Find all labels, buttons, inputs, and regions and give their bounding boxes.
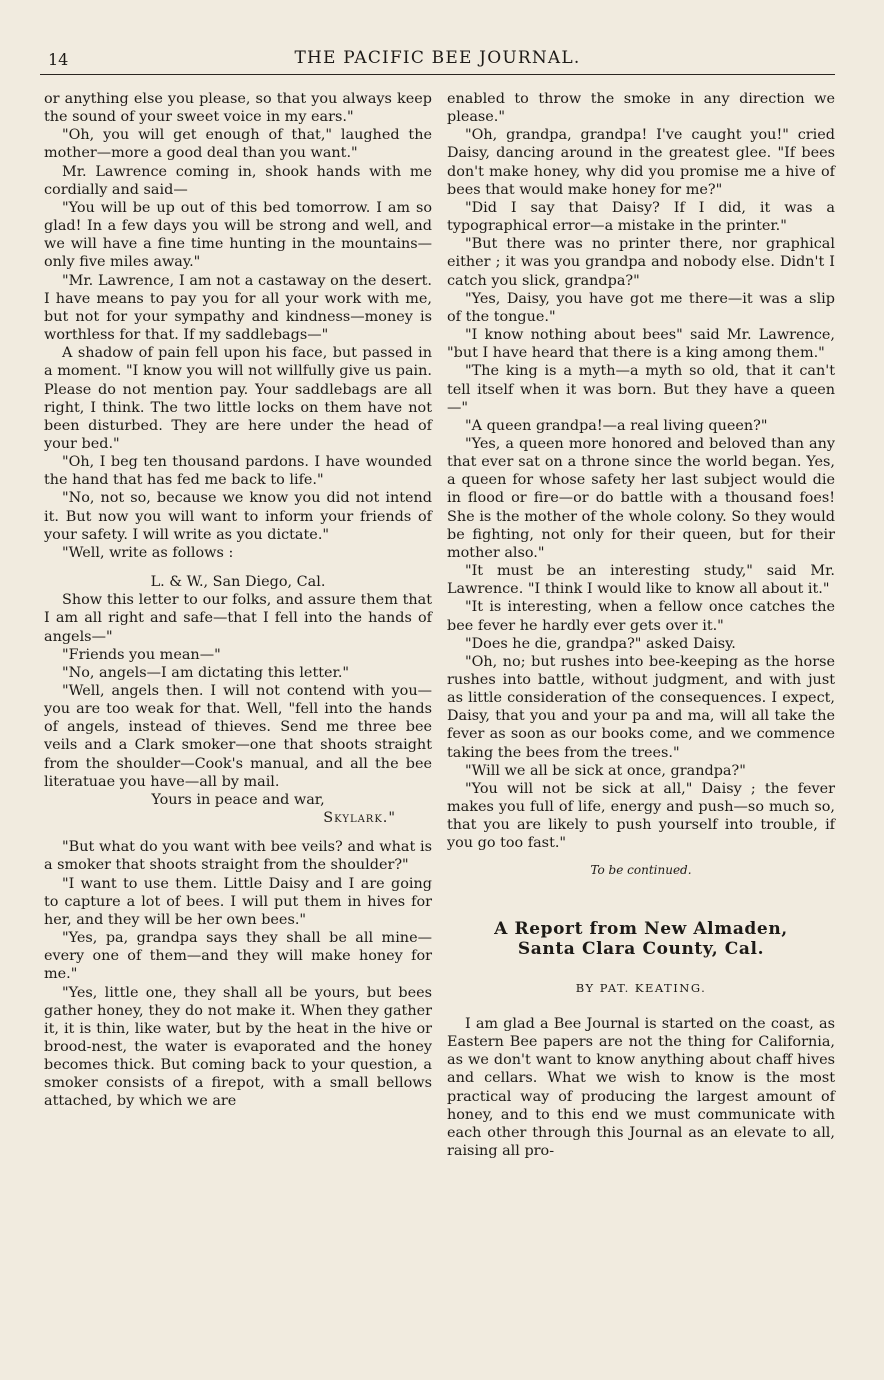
paragraph: "Did I say that Daisy? If I did, it was a typographical error—a mistake in the printer."	[447, 199, 835, 235]
page-header	[40, 44, 835, 75]
paragraph: enabled to throw the smoke in any direction we please."	[447, 91, 835, 126]
paragraph: A shadow of pain fell upon his face, but passed in a moment. "I know you will not willfully give us pain. Please do not mention pay. Your saddlebags are all right, I think. The two little locks on them have not been disturbed. They are here under the head of your bed."	[44, 345, 432, 452]
paragraph: "Oh, I beg ten thousand pardons. I have wounded the hand that has fed me back to life."	[44, 454, 432, 489]
page-number: 14	[48, 50, 69, 69]
journal-title: THE PACIFIC BEE JOURNAL.	[294, 48, 581, 68]
paragraph: "Oh, you will get enough of that," laughed the mother—more a good deal than you want."	[44, 127, 432, 162]
article-byline: BY PAT. KEATING.	[575, 980, 707, 995]
continued-note: To be continued.	[590, 862, 692, 877]
paragraph: "It must be an interesting study," said Mr. Lawrence. "I think I would like to know all about it."	[447, 563, 835, 598]
paragraph: Show this letter to our folks, and assure them that I am all right and safe—that I fell into the hands of angels—"	[44, 592, 432, 645]
paragraph: "Well, write as follows :	[62, 544, 234, 561]
paragraph: "I want to use them. Little Daisy and I are going to capture a lot of bees. I will put them in hives for her, and they will be her own bees."	[44, 875, 432, 928]
paragraph: "Does he die, grandpa?" asked Daisy.	[465, 635, 736, 652]
paragraph: "Yes, a queen more honored and beloved than any that ever sat on a throne since the world began. Yes, a queen for whose safety her last subject would die in flood or fire—or do battle with a thousand foes! She is the mother of the whole colony. So they would be fighting, not only for their queen, but for their mother also."	[447, 435, 835, 561]
article-title-line-1: A Report from New Almaden,	[494, 918, 788, 939]
paragraph: or anything else you please, so that you always keep the sound of your sweet voice in my ears."	[44, 91, 432, 126]
paragraph: "Mr. Lawrence, I am not a castaway on the desert. I have means to pay you for all your work with me, but not for your sympathy and kindness—money is worthless for that. If my saddlebags—"	[44, 272, 432, 344]
paragraph: "You will be up out of this bed tomorrow. I am so glad! In a few days you will be strong and well, and we will have a fine time hunting in the mountains—only five miles away."	[44, 199, 432, 271]
article-title	[447, 919, 835, 959]
paragraph: "Yes, pa, grandpa says they shall be all mine—every one of them—and they will make honey for me."	[44, 930, 432, 983]
paragraph: "Will we all be sick at once, grandpa?"	[465, 762, 746, 779]
letter-address: L. & W., San Diego, Cal.	[150, 574, 326, 591]
paragraph: "But there was no printer there, nor graphical either ; it was you grandpa and nobody else. Didn't I catch you slick, grandpa?"	[447, 236, 835, 289]
paragraph: "You will not be sick at all," Daisy ; the fever makes you full of life, energy and push—so much so, that you are likely to push yourself into trouble, if you go too fast."	[447, 780, 835, 852]
paragraph: "Oh, no; but rushes into bee-keeping as the horse rushes into battle, without judgment, and with just as little consideration of the consequences. I expect, Daisy, that you and your pa and ma, will all take the fever as soon as our books come, and we commence taking the bees from the trees."	[447, 653, 835, 761]
paragraph: "No, angels—I am dictating this letter."	[62, 664, 350, 681]
right-column	[447, 90, 835, 1160]
paragraph: "Oh, grandpa, grandpa! I've caught you!" cried Daisy, dancing around in the greatest glee. "If bees don't make honey, why did you promise me a hive of bees that would make honey for me?"	[447, 127, 835, 198]
paragraph: "No, not so, because we know you did not intend it. But now you will want to inform your friends of your safety. I will write as you dictate."	[44, 490, 432, 543]
paragraph: "But what do you want with bee veils? and what is a smoker that shoots straight from the shoulder?"	[44, 839, 432, 874]
paragraph: "The king is a myth—a myth so old, that it can't tell itself when it was born. But they have a queen—"	[447, 363, 835, 416]
paragraph: "Well, angels then. I will not contend with you—you are too weak for that. Well, "fell into the hands of angels, instead of thieves. Send me three bee veils and a Clark smoker—one that shoots straight from the shoulder—Cook's manual, and all the bee literatuae you have—all by mail.	[44, 683, 432, 790]
paragraph: "Friends you mean—"	[62, 646, 221, 663]
paragraph: Mr. Lawrence coming in, shook hands with me cordially and said—	[44, 163, 432, 198]
letter-signature: Skylark."	[323, 810, 396, 827]
paragraph: "It is interesting, when a fellow once catches the bee fever he hardly ever gets over it."	[447, 599, 835, 634]
left-column	[44, 90, 432, 1111]
paragraph: "Yes, Daisy, you have got me there—it was a slip of the tongue."	[447, 290, 835, 325]
paragraph: "I know nothing about bees" said Mr. Lawrence, "but I have heard that there is a king among them."	[447, 327, 835, 362]
article-body: I am glad a Bee Journal is started on the coast, as Eastern Bee papers are not the thing for California, as we don't want to know anything about chaff hives and cellars. What we wish to know is the most practical way of producing the largest amount of honey, and to this end we must communicate with each other through this Journal as an elevate to all, raising all pro-	[447, 1015, 835, 1159]
paragraph: "Yes, little one, they shall all be yours, but bees gather honey, they do not make it. When they gather it, it is thin, like water, but by the heat in the hive or brood-nest, the water is evaporated and the honey becomes thick. But coming back to your question, a smoker consists of a firepot, with a small bellows attached, by which we are	[44, 984, 432, 1110]
letter-closing: Yours in peace and war,	[151, 791, 325, 808]
paragraph: "A queen grandpa!—a real living queen?"	[465, 417, 768, 434]
article-title-line-2: Santa Clara County, Cal.	[517, 938, 765, 959]
